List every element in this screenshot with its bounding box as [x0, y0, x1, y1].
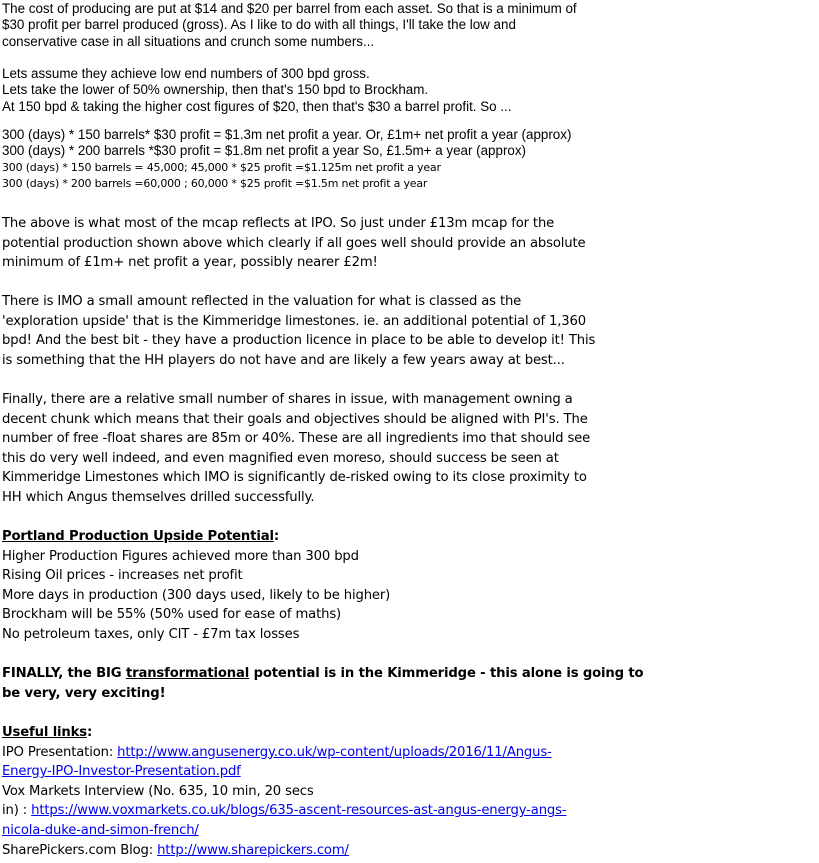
ipo-presentation-link-cont[interactable]: Energy-IPO-Investor-Presentation.pdf	[2, 764, 241, 780]
text-line: conservative case in all situations and crunch some numbers...	[2, 33, 375, 49]
text-line: Lets take the lower of 50% ownership, then that's 150 bpd to Brockham.	[2, 82, 429, 98]
list-item: No petroleum taxes, only CIT - £7m tax losses	[2, 626, 300, 642]
text-line: There is IMO a small amount reflected in the valuation for what is classed as the	[2, 294, 522, 309]
ipo-link-line-2	[2, 762, 814, 782]
text-line: Kimmeridge Limestones which IMO is significantly de-risked owing to its close proximity to	[2, 470, 587, 486]
section-heading	[2, 527, 814, 547]
heading-colon: :	[273, 529, 279, 544]
calculation-small-lines	[2, 160, 814, 193]
calculation-lines	[2, 127, 814, 160]
sharepickers-link[interactable]: http://www.sharepickers.com/	[157, 842, 349, 858]
finally-pre: FINALLY, the BIG	[2, 666, 126, 681]
text-line: 300 (days) * 200 barrels *$30 profit = $1.8m net profit a year So, £1.5m+ a year (approx)	[2, 143, 527, 159]
finally-underlined: transformational	[125, 666, 250, 681]
text-line: Vox Markets Interview (No. 635, 10 min, 20 secs	[2, 783, 314, 799]
text-line: number of free -float shares are 85m or 40%. These are all ingredients imo that should see	[2, 431, 591, 447]
text-line: potential production shown above which clearly if all goes well should provide an absolute	[2, 235, 586, 251]
text-line: Finally, there are a relative small number of shares in issue, with management owning a	[2, 392, 573, 407]
text-line: Lets assume they achieve low end numbers of 300 bpd gross.	[2, 66, 370, 81]
text-line: 300 (days) * 200 barrels =60,000 ; 60,000 * $25 profit =$1.5m net profit a year	[2, 177, 428, 191]
vox-label: in) :	[2, 803, 32, 819]
list-item: More days in production (300 days used, likely to be higher)	[2, 587, 391, 603]
text-line: this do very well indeed, and even magnified even moreso, should success be seen at	[2, 450, 559, 466]
vox-markets-link-cont[interactable]: nicola-duke-and-simon-french/	[2, 822, 199, 838]
section-heading	[2, 723, 814, 743]
vox-link-line-2	[2, 821, 814, 841]
text-line: 300 (days) * 150 barrels* $30 profit = $1.3m net profit a year. Or, £1m+ net profit a year (approx)	[2, 127, 572, 142]
text-line: The above is what most of the mcap reflects at IPO. So just under £13m mcap for the	[2, 216, 555, 231]
text-line: HH which Angus themselves drilled successfully.	[2, 489, 315, 505]
text-line	[2, 664, 814, 684]
imo-paragraph	[2, 292, 814, 370]
ipo-presentation-link[interactable]: http://www.angusenergy.co.uk/wp-content/uploads/2016/11/Angus-	[117, 744, 552, 760]
vox-markets-link[interactable]: https://www.voxmarkets.co.uk/blogs/635-ascent-resources-ast-angus-energy-angs-	[31, 803, 567, 819]
list-item: Brockham will be 55% (50% used for ease of maths)	[2, 607, 342, 623]
assumptions-paragraph	[2, 66, 814, 115]
sharepickers-link-line	[2, 841, 814, 861]
list-item: Rising Oil prices - increases net profit	[2, 568, 243, 584]
mcap-paragraph	[2, 214, 814, 273]
links-heading: Useful links	[2, 725, 87, 740]
text-line: 'exploration upside' that is the Kimmeridge limestones. ie. an additional potential of 1,360	[2, 313, 587, 329]
text-line: minimum of £1m+ net profit a year, possibly nearer £2m!	[2, 255, 378, 271]
text-line: 300 (days) * 150 barrels = 45,000; 45,000 * $25 profit =$1.125m net profit a year	[2, 161, 441, 174]
text-line: be very, very exciting!	[2, 685, 166, 701]
final-paragraph	[2, 390, 814, 508]
ipo-link-line	[2, 743, 814, 763]
upside-heading: Portland Production Upside Potential	[2, 529, 274, 544]
heading-colon: :	[87, 725, 93, 740]
list-item: Higher Production Figures achieved more than 300 bpd	[2, 548, 359, 564]
finally-paragraph	[2, 664, 814, 703]
finally-post: potential is in the Kimmeridge - this alone is going to	[249, 666, 644, 681]
upside-section	[2, 527, 814, 645]
text-line: The cost of producing are put at $14 and $20 per barrel from each asset. So that is a minimum of	[2, 1, 577, 16]
ipo-label: IPO Presentation:	[2, 744, 118, 760]
text-line: is something that the HH players do not have and are likely a few years away at best...	[2, 352, 565, 368]
links-section	[2, 723, 814, 860]
text-line: At 150 bpd & taking the higher cost figures of $20, then that's $30 a barrel profit. So ...	[2, 98, 512, 114]
intro-paragraph	[2, 1, 814, 50]
text-line: bpd! And the best bit - they have a production licence in place to be able to develop it! This	[2, 333, 596, 349]
text-line: decent chunk which means that their goals and objectives should be aligned with PI's. The	[2, 411, 588, 427]
vox-link-line	[2, 801, 814, 821]
sharepickers-label: SharePickers.com Blog:	[2, 842, 158, 858]
text-line: $30 profit per barrel produced (gross). As I like to do with all things, I'll take the low and	[2, 17, 516, 33]
